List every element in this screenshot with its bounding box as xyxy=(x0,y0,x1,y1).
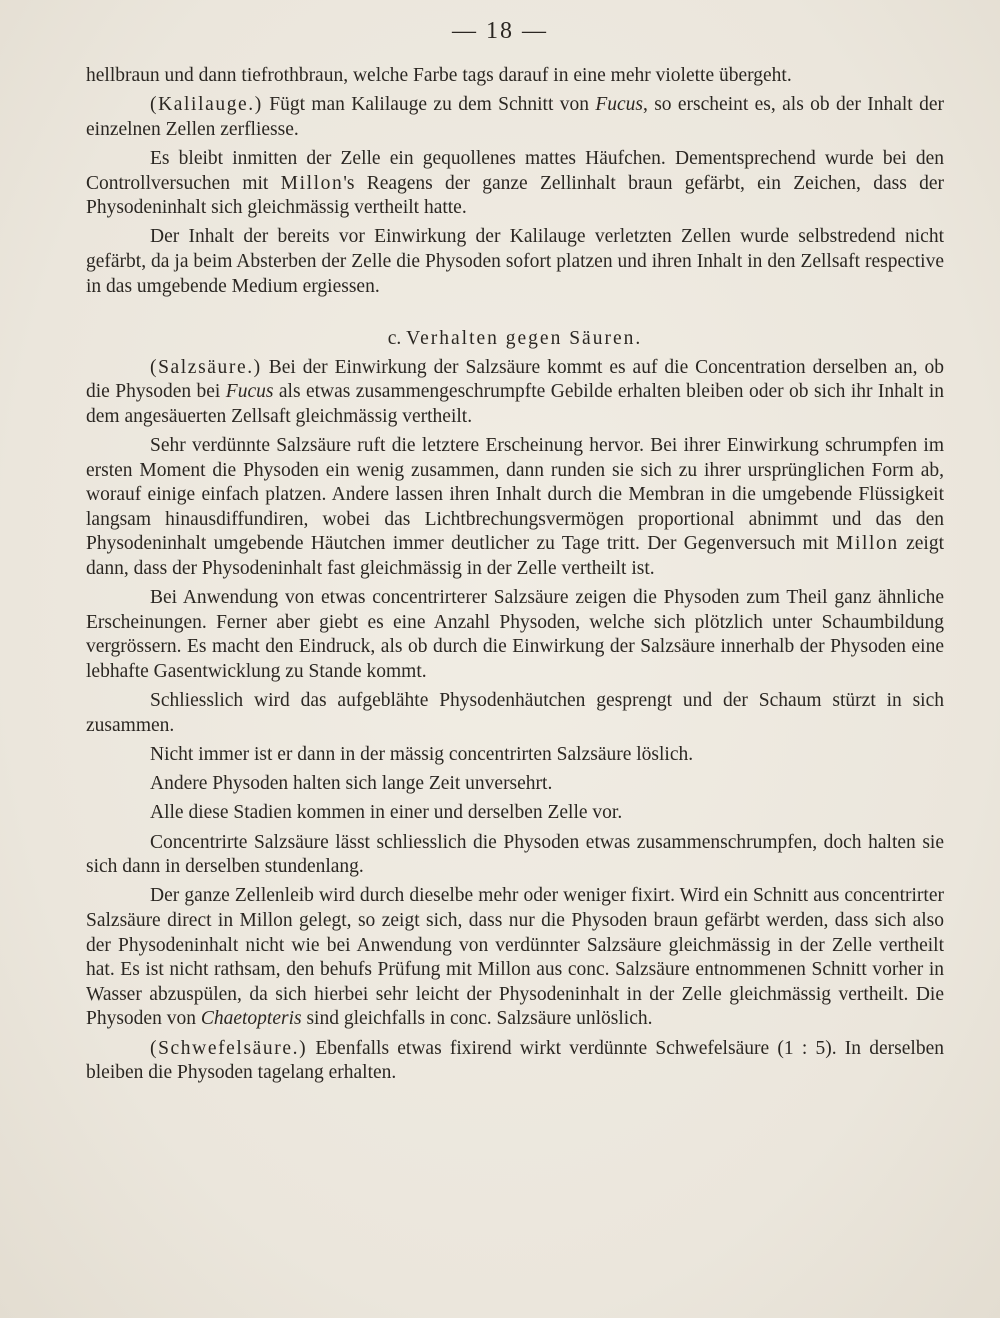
paragraph-9-text: Nicht immer ist er dann in der mässig concentrirten Salzsäure löslich. xyxy=(150,744,694,765)
section-label-kalilauge: (Kalilauge.) xyxy=(150,94,263,116)
paragraph-5-text-a: Bei der Einwirkung der Salzsäure kommt es auf die Concentration derselben an, ob die Physoden bei xyxy=(86,356,944,403)
paragraph-11-text: Alle diese Stadien kommen in einer und derselben Zelle vor. xyxy=(150,802,623,824)
section-label-salzsaeure: (Salzsäure.) xyxy=(150,356,262,378)
section-heading-title: Verhalten gegen Säuren. xyxy=(406,328,643,350)
paragraph-7-text: Bei Anwendung von etwas concentrirterer Salzsäure zeigen die Physoden zum Theil ganz ähnliche Erscheinungen. Ferner aber giebt es eine Anzahl Physoden, welche sich plötzlich unter Schaumbildung vergrössern. Es macht den Eindruck, als ob durch die Einwirkung der Salzsäure innerhalb der Physoden eine lebhafte Gasentwicklung zu Stande kommt. xyxy=(86,587,944,683)
paragraph-4-text: Der Inhalt der bereits vor Einwirkung der Kalilauge verletzten Zellen wurde selbstredend nicht gefärbt, da ja beim Absterben der Zelle die Physoden sofort platzen und ihren Inhalt in den Zellsaft respective in das umgebende Medium ergiessen. xyxy=(86,226,944,297)
paragraph-1-text: hellbraun und dann tiefrothbraun, welche Farbe tags darauf in eine mehr violette übergeht. xyxy=(86,65,792,86)
paragraph-13 xyxy=(86,884,944,1032)
paragraph-schwefelsaeure xyxy=(86,1037,944,1086)
paragraph-9 xyxy=(86,743,944,768)
paragraph-14-text: Ebenfalls etwas fixirend wirkt verdünnte Schwefelsäure (1 : 5). In derselben bleiben die Physoden tagelang erhalten. xyxy=(86,1037,944,1084)
species-fucus: Fucus xyxy=(595,94,643,116)
paragraph-6 xyxy=(86,434,944,582)
name-millon: Millon xyxy=(280,172,344,194)
paragraph-4 xyxy=(86,225,944,299)
paragraph-10-text: Andere Physoden halten sich lange Zeit unversehrt. xyxy=(150,773,553,795)
species-fucus-2: Fucus xyxy=(225,381,274,403)
name-millon-2: Millon xyxy=(836,533,899,555)
paragraph-12 xyxy=(86,831,944,880)
section-heading xyxy=(86,327,944,352)
page-number: — 18 — xyxy=(452,18,548,44)
paragraph-salzsaeure xyxy=(86,356,944,430)
paragraph-11 xyxy=(86,801,944,826)
paragraph-2-text-b: , so erscheint es, als ob der Inhalt der einzelnen Zellen zerfliesse. xyxy=(86,94,944,140)
paragraph-8 xyxy=(86,689,944,738)
paragraph-12-text: Concentrirte Salzsäure lässt schliesslich die Physoden etwas zusammenschrumpfen, doch halten sie sich dann in derselben stundenlang. xyxy=(86,831,944,878)
paragraph-7 xyxy=(86,586,944,684)
paragraph-3 xyxy=(86,147,944,221)
section-heading-prefix: c. xyxy=(387,328,407,350)
body-text xyxy=(86,64,944,1090)
paragraph-13-text-b: sind gleichfalls in conc. Salzsäure unlöslich. xyxy=(301,1008,653,1030)
paragraph-2-text-a: Fügt man Kalilauge zu dem Schnitt von xyxy=(262,94,596,116)
paragraph-3-text-b: 's Reagens der ganze Zellinhalt braun gefärbt, ein Zeichen, dass der Physodeninhalt sich gleichmässig vertheilt hatte. xyxy=(86,172,944,219)
paragraph-8-text: Schliesslich wird das aufgeblähte Physodenhäutchen gesprengt und der Schaum stürzt in sich zusammen. xyxy=(86,690,944,736)
paragraph-6-text-a: Sehr verdünnte Salzsäure ruft die letztere Erscheinung hervor. Bei ihrer Einwirkung schrumpfen im ersten Moment die Physoden ein wenig zusammen, dann runden sie sich zu ihrer ursprünglichen Form ab, worauf einige einfach platzen. Andere lassen ihren Inhalt durch die Membran in die umgebende Flüssigkeit langsam hinausdiffundiren, wobei das Lichtbrechungsvermögen proportional abnimmt und das den Physodeninhalt umgebende Häutchen immer deutlicher zu Tage tritt. Der Gegenversuch mit xyxy=(86,435,944,555)
paragraph-5-text-b: als etwas zusammengeschrumpfte Gebilde erhalten bleiben oder ob sich ihr Inhalt in dem angesäuerten Zellsaft gleichmässig vertheilt. xyxy=(86,381,944,427)
species-chaetopteris: Chaetopteris xyxy=(200,1008,302,1030)
paragraph-3-text-a: Es bleibt inmitten der Zelle ein gequollenes mattes Häufchen. Dementsprechend wurde bei den Controllversuchen mit xyxy=(86,147,944,194)
paragraph-1 xyxy=(86,64,944,89)
paragraph-kalilauge xyxy=(86,93,944,142)
paragraph-13-text-a: Der ganze Zellenleib wird durch dieselbe mehr oder weniger fixirt. Wird ein Schnitt aus concentrirter Salzsäure direct in Millon gelegt, so zeigt sich, dass nur die Physoden braun gefärbt werden, dass sich also der Physodeninhalt nicht wie bei Anwendung von verdünnter Salzsäure gleichmässig in der Zelle vertheilt hat. Es ist nicht rathsam, den behufs Prüfung mit Millon aus conc. Salzsäure entnommenen Schnitt vorher in Wasser abzuspülen, da sich hierbei sehr leicht der Physodeninhalt in der Zelle gleichmässig vertheilt. Die Physoden von xyxy=(86,885,944,1030)
section-label-schwefelsaeure: (Schwefelsäure.) xyxy=(150,1037,308,1059)
paragraph-6-text-b: zeigt dann, dass der Physodeninhalt fast gleichmässig in der Zelle vertheilt ist. xyxy=(86,533,944,580)
paragraph-10 xyxy=(86,772,944,797)
